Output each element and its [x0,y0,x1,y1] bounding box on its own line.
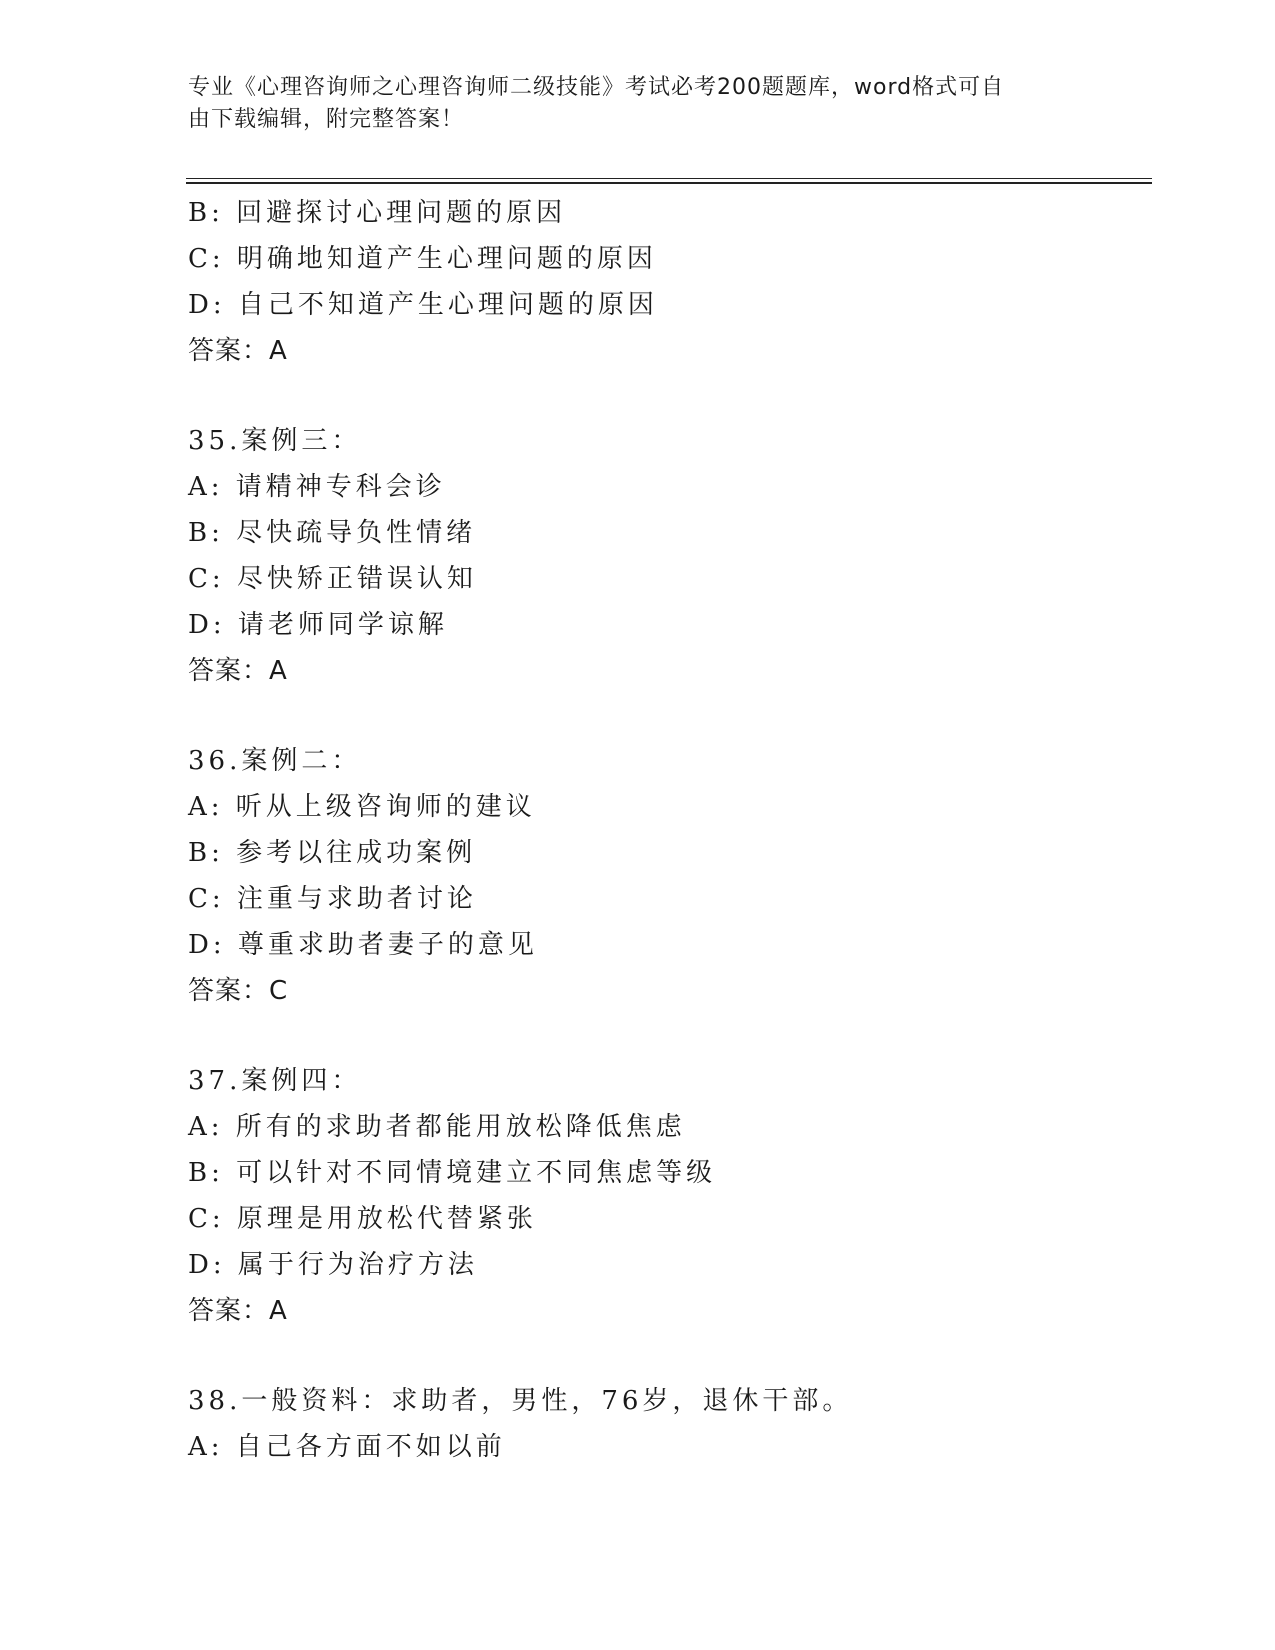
option-a: A: 所有的求助者都能用放松降低焦虑 [188,1112,686,1142]
question-38 [188,1378,1148,1470]
option-b: B: 可以针对不同情境建立不同焦虑等级 [188,1158,717,1188]
answer: 答案：A [188,1296,288,1326]
question-36 [188,738,1148,1014]
question-stem: 37.案例四： [188,1066,362,1096]
question-37 [188,1058,1148,1334]
option-b: B: 回避探讨心理问题的原因 [188,198,567,228]
option-a: A: 听从上级咨询师的建议 [188,792,536,822]
question-34-continued [188,190,1148,374]
option-c: C: 尽快矫正错误认知 [188,564,477,594]
question-stem: 35.案例三： [188,426,362,456]
question-stem: 36.案例二： [188,746,362,776]
question-35 [188,418,1148,694]
header-line-1: 专业《心理咨询师之心理咨询师二级技能》考试必考200题题库，word格式可自 [188,75,1005,100]
question-list [188,190,1148,1470]
question-stem: 38.一般资料：求助者，男性，76岁，退休干部。 [188,1386,853,1416]
option-b: B: 参考以往成功案例 [188,838,477,868]
answer: 答案：A [188,336,288,366]
option-d: D: 属于行为治疗方法 [188,1250,478,1280]
answer: 答案：A [188,656,288,686]
header-line-2: 由下载编辑，附完整答案！ [188,107,465,132]
option-c: C: 明确地知道产生心理问题的原因 [188,244,657,274]
option-d: D: 尊重求助者妻子的意见 [188,930,538,960]
option-a: A: 自己各方面不如以前 [188,1432,506,1462]
option-b: B: 尽快疏导负性情绪 [188,518,477,548]
option-d: D: 自己不知道产生心理问题的原因 [188,290,658,320]
header-divider-thin [186,178,1152,179]
option-c: C: 注重与求助者讨论 [188,884,477,914]
header-divider-thick [186,182,1152,184]
document-header [188,72,1088,136]
answer: 答案：C [188,976,289,1006]
option-a: A: 请精神专科会诊 [188,472,446,502]
option-d: D: 请老师同学谅解 [188,610,448,640]
option-c: C: 原理是用放松代替紧张 [188,1204,537,1234]
